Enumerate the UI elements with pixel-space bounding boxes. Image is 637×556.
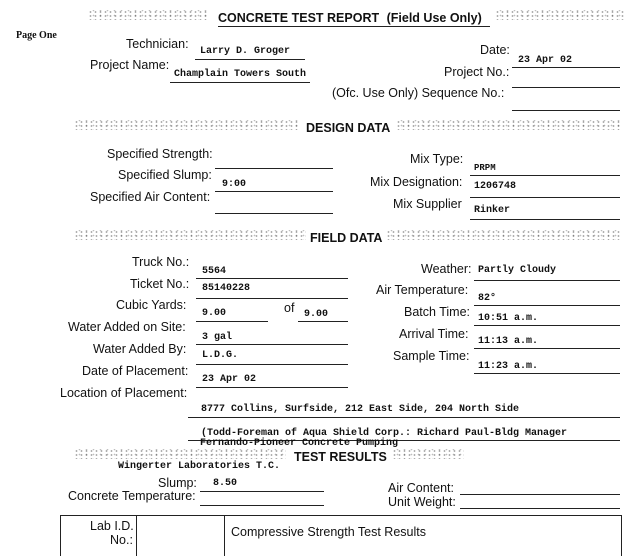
- location-line: [188, 417, 620, 418]
- project-no-line: [512, 87, 620, 88]
- slump-line: [200, 491, 324, 492]
- date-of-placement-line: [196, 387, 348, 388]
- table-divider-2: [224, 516, 225, 556]
- date-of-placement-label: Date of Placement:: [82, 364, 189, 378]
- batch-time-label: Batch Time:: [404, 305, 470, 319]
- specified-slump-value: 9:00: [222, 179, 247, 190]
- mix-type-value: PRPM: [474, 163, 496, 173]
- scan-noise-results-left: [74, 449, 286, 459]
- date-of-placement-value: 23 Apr 02: [202, 374, 257, 385]
- scan-noise-design-right: [396, 120, 621, 130]
- technician-label: Technician:: [126, 37, 189, 51]
- test-results-header: TEST RESULTS: [294, 450, 387, 464]
- report-title-text: CONCRETE TEST REPORT: [218, 11, 380, 25]
- location-note-1: (Todd-Foreman of Aqua Shield Corp.: Richard Paul-Bldg Manager: [201, 428, 568, 439]
- specified-air-line: [215, 213, 333, 214]
- project-no-label: Project No.:: [444, 65, 510, 79]
- concrete-temp-label: Concrete Temperature:: [68, 489, 196, 503]
- sample-time-value: 11:23 a.m.: [478, 361, 539, 372]
- scan-noise-design-left: [74, 120, 299, 130]
- water-added-by-line: [196, 364, 348, 365]
- report-subtitle: (Field Use Only): [386, 11, 482, 25]
- specified-slump-line: [215, 191, 333, 192]
- batch-time-line: [474, 325, 620, 326]
- air-temp-line: [474, 305, 620, 306]
- sample-time-line: [474, 373, 620, 374]
- air-temp-label: Air Temperature:: [376, 283, 469, 297]
- water-added-line: [196, 344, 348, 345]
- air-content-label: Air Content:: [388, 481, 455, 495]
- date-label: Date:: [480, 43, 510, 57]
- sequence-label: (Ofc. Use Only) Sequence No.:: [332, 86, 505, 100]
- slump-value: 8.50: [213, 478, 238, 489]
- technician-line: [195, 59, 305, 60]
- cubic-yards-line: [196, 321, 268, 322]
- mix-supplier-label: Mix Supplier: [393, 197, 462, 211]
- project-name-line: [170, 82, 310, 83]
- ticket-no-line: [196, 298, 348, 299]
- air-temp-value: 82°: [478, 293, 497, 304]
- location-label: Location of Placement:: [60, 386, 188, 400]
- concrete-temp-line: [200, 505, 324, 506]
- truck-no-label: Truck No.:: [132, 255, 190, 269]
- project-name-label: Project Name:: [90, 58, 170, 72]
- date-line: [512, 67, 620, 68]
- mix-designation-label: Mix Designation:: [370, 175, 463, 189]
- unit-weight-label: Unit Weight:: [388, 495, 456, 509]
- specified-air-label: Specified Air Content:: [90, 190, 211, 204]
- water-added-by-value: L.D.G.: [202, 350, 239, 361]
- weather-value: Partly Cloudy: [478, 265, 557, 276]
- arrival-time-line: [474, 348, 620, 349]
- scan-noise-field-left: [74, 230, 306, 240]
- scan-noise-header-left: [88, 10, 208, 20]
- arrival-time-value: 11:13 a.m.: [478, 336, 539, 347]
- cubic-yards-total: 9.00: [304, 309, 329, 320]
- specified-strength-label: Specified Strength:: [107, 147, 213, 161]
- slump-label: Slump:: [158, 476, 197, 490]
- sample-time-label: Sample Time:: [393, 349, 470, 363]
- specified-strength-line: [215, 168, 333, 169]
- location-note-2: Fernando-Pioneer Concrete Pumping: [200, 438, 399, 449]
- field-data-header: FIELD DATA: [310, 231, 383, 245]
- cubic-yards-label: Cubic Yards:: [116, 298, 187, 312]
- report-title: [218, 11, 482, 25]
- sequence-line: [512, 110, 620, 111]
- table-divider-1: [136, 516, 137, 556]
- mix-designation-line: [470, 197, 620, 198]
- specified-slump-label: Specified Slump:: [118, 168, 212, 182]
- ticket-no-label: Ticket No.:: [130, 277, 190, 291]
- design-data-header: DESIGN DATA: [306, 121, 391, 135]
- lab-id-label-line-2: No.:: [110, 533, 133, 547]
- truck-no-line: [196, 278, 348, 279]
- cubic-yards-total-line: [298, 321, 348, 322]
- lab-name: Wingerter Laboratories T.C.: [118, 461, 281, 472]
- truck-no-value: 5564: [202, 266, 227, 277]
- cubic-yards-value: 9.00: [202, 308, 227, 319]
- scan-noise-results-right: [392, 449, 464, 459]
- mix-supplier-value: Rinker: [474, 205, 511, 216]
- title-underline: [218, 26, 490, 27]
- date-value: 23 Apr 02: [518, 55, 573, 66]
- scan-noise-header-right: [495, 10, 625, 20]
- mix-designation-value: 1206748: [474, 181, 517, 192]
- mix-type-label: Mix Type:: [410, 152, 464, 166]
- weather-line: [474, 280, 620, 281]
- ticket-no-value: 85140228: [202, 283, 251, 294]
- mix-type-line: [470, 175, 620, 176]
- lab-id-label-line-1: Lab I.D.: [90, 519, 134, 533]
- batch-time-value: 10:51 a.m.: [478, 313, 539, 324]
- scan-noise-field-right: [386, 230, 621, 240]
- water-added-by-label: Water Added By:: [93, 342, 187, 356]
- page-label: Page One: [16, 30, 57, 41]
- results-table: [60, 515, 622, 556]
- water-added-label: Water Added on Site:: [68, 320, 186, 334]
- weather-label: Weather:: [421, 262, 472, 276]
- technician-value: Larry D. Groger: [200, 46, 291, 57]
- mix-supplier-line: [470, 219, 620, 220]
- cubic-yards-of: of: [284, 301, 295, 315]
- location-value: 8777 Collins, Surfside, 212 East Side, 204 North Side: [201, 404, 520, 415]
- unit-weight-line: [460, 508, 620, 509]
- air-content-line: [460, 494, 620, 495]
- water-added-value: 3 gal: [202, 332, 233, 343]
- arrival-time-label: Arrival Time:: [399, 327, 469, 341]
- project-name-value: Champlain Towers South: [174, 69, 307, 80]
- compressive-strength-label: Compressive Strength Test Results: [231, 525, 426, 539]
